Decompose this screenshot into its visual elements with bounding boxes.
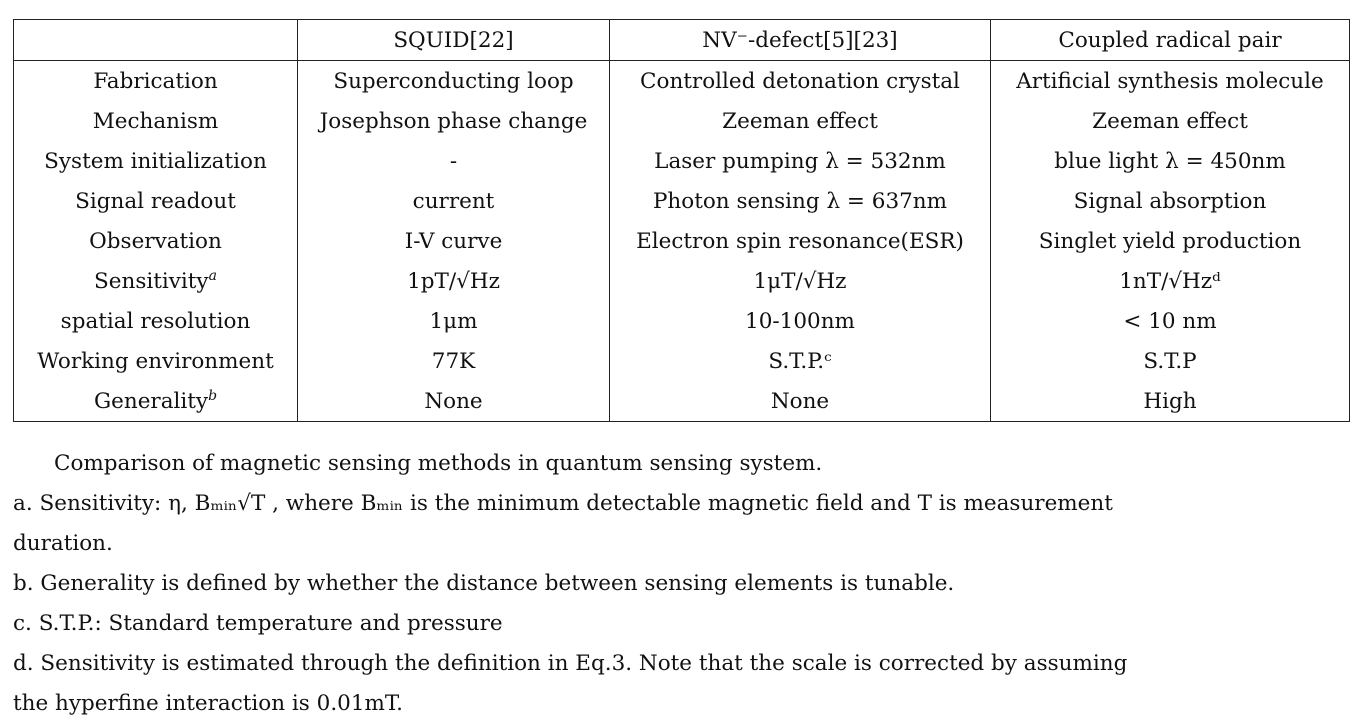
table-row bbox=[14, 302, 1350, 342]
row-label: Mechanism bbox=[92, 109, 219, 134]
footnote-a-line-2: duration. bbox=[13, 531, 113, 556]
table-row bbox=[14, 342, 1350, 382]
table-cell: Superconducting loop bbox=[298, 61, 610, 102]
footnote-b: b. Generality is defined by whether the distance between sensing elements is tunable. bbox=[13, 571, 955, 596]
table-row bbox=[14, 142, 1350, 182]
row-label-cell bbox=[14, 61, 298, 102]
row-label-cell bbox=[14, 302, 298, 342]
table-row bbox=[14, 262, 1350, 302]
table-cell: S.T.P bbox=[991, 342, 1350, 382]
footnote-d-line-1: d. Sensitivity is estimated through the definition in Eq.3. Note that the scale is corrected by assuming bbox=[13, 651, 1128, 676]
comparison-table bbox=[13, 19, 1350, 422]
table-row bbox=[14, 182, 1350, 222]
table-row bbox=[14, 61, 1350, 102]
table-cell: 77K bbox=[298, 342, 610, 382]
table-body bbox=[14, 61, 1350, 422]
row-label-cell bbox=[14, 262, 298, 302]
row-label-cell bbox=[14, 222, 298, 262]
table-cell: current bbox=[298, 182, 610, 222]
footnote-a-line-1: a. Sensitivity: η, Bₘᵢₙ√T , where Bₘᵢₙ is the minimum detectable magnetic field and T is measurement bbox=[13, 491, 1113, 516]
table-cell: Zeeman effect bbox=[610, 102, 991, 142]
table-caption: Comparison of magnetic sensing methods in quantum sensing system. bbox=[54, 451, 823, 476]
table-notes bbox=[13, 444, 1353, 724]
table-cell: 1μT/√Hz bbox=[610, 262, 991, 302]
table-cell: I-V curve bbox=[298, 222, 610, 262]
table-row bbox=[14, 222, 1350, 262]
header-cell-nv-defect: NV⁻-defect[5][23] bbox=[610, 20, 991, 61]
row-label: Sensitivity bbox=[94, 269, 209, 294]
table-cell: Zeeman effect bbox=[991, 102, 1350, 142]
table-row bbox=[14, 382, 1350, 422]
table-cell: - bbox=[298, 142, 610, 182]
row-label-cell bbox=[14, 342, 298, 382]
table-cell: Singlet yield production bbox=[991, 222, 1350, 262]
table-cell: blue light λ = 450nm bbox=[991, 142, 1350, 182]
row-label-cell bbox=[14, 142, 298, 182]
table-cell: 1μm bbox=[298, 302, 610, 342]
row-label: Observation bbox=[89, 229, 222, 254]
table-header-row bbox=[14, 20, 1350, 61]
table-cell: None bbox=[298, 382, 610, 422]
footnote-marker: a bbox=[208, 267, 217, 284]
header-cell-squid: SQUID[22] bbox=[298, 20, 610, 61]
table-cell: Artificial synthesis molecule bbox=[991, 61, 1350, 102]
row-label-cell bbox=[14, 382, 298, 422]
table-cell: 1nT/√Hzᵈ bbox=[991, 262, 1350, 302]
header-cell-empty bbox=[14, 20, 298, 61]
header-cell-radical-pair: Coupled radical pair bbox=[991, 20, 1350, 61]
table-row bbox=[14, 102, 1350, 142]
table-cell: Photon sensing λ = 637nm bbox=[610, 182, 991, 222]
table-cell: Controlled detonation crystal bbox=[610, 61, 991, 102]
table-cell: Signal absorption bbox=[991, 182, 1350, 222]
row-label-cell bbox=[14, 182, 298, 222]
table-cell: 10-100nm bbox=[610, 302, 991, 342]
table-cell: 1pT/√Hz bbox=[298, 262, 610, 302]
footnote-d-line-2: the hyperfine interaction is 0.01mT. bbox=[13, 691, 403, 716]
row-label: Signal readout bbox=[75, 189, 236, 214]
row-label: Fabrication bbox=[93, 68, 218, 94]
table-cell: High bbox=[991, 382, 1350, 422]
table-cell: S.T.P.ᶜ bbox=[610, 342, 991, 382]
table-cell: Josephson phase change bbox=[298, 102, 610, 142]
row-label: Working environment bbox=[37, 349, 274, 374]
footnote-marker: b bbox=[208, 387, 218, 404]
table-cell: Laser pumping λ = 532nm bbox=[610, 142, 991, 182]
row-label: spatial resolution bbox=[60, 309, 251, 334]
table-cell: None bbox=[610, 382, 991, 422]
row-label-cell bbox=[14, 102, 298, 142]
row-label: Generality bbox=[93, 388, 209, 414]
footnote-c: c. S.T.P.: Standard temperature and pressure bbox=[13, 611, 503, 636]
table-cell: Electron spin resonance(ESR) bbox=[610, 222, 991, 262]
row-label: System initialization bbox=[44, 149, 267, 174]
table-cell: < 10 nm bbox=[991, 302, 1350, 342]
